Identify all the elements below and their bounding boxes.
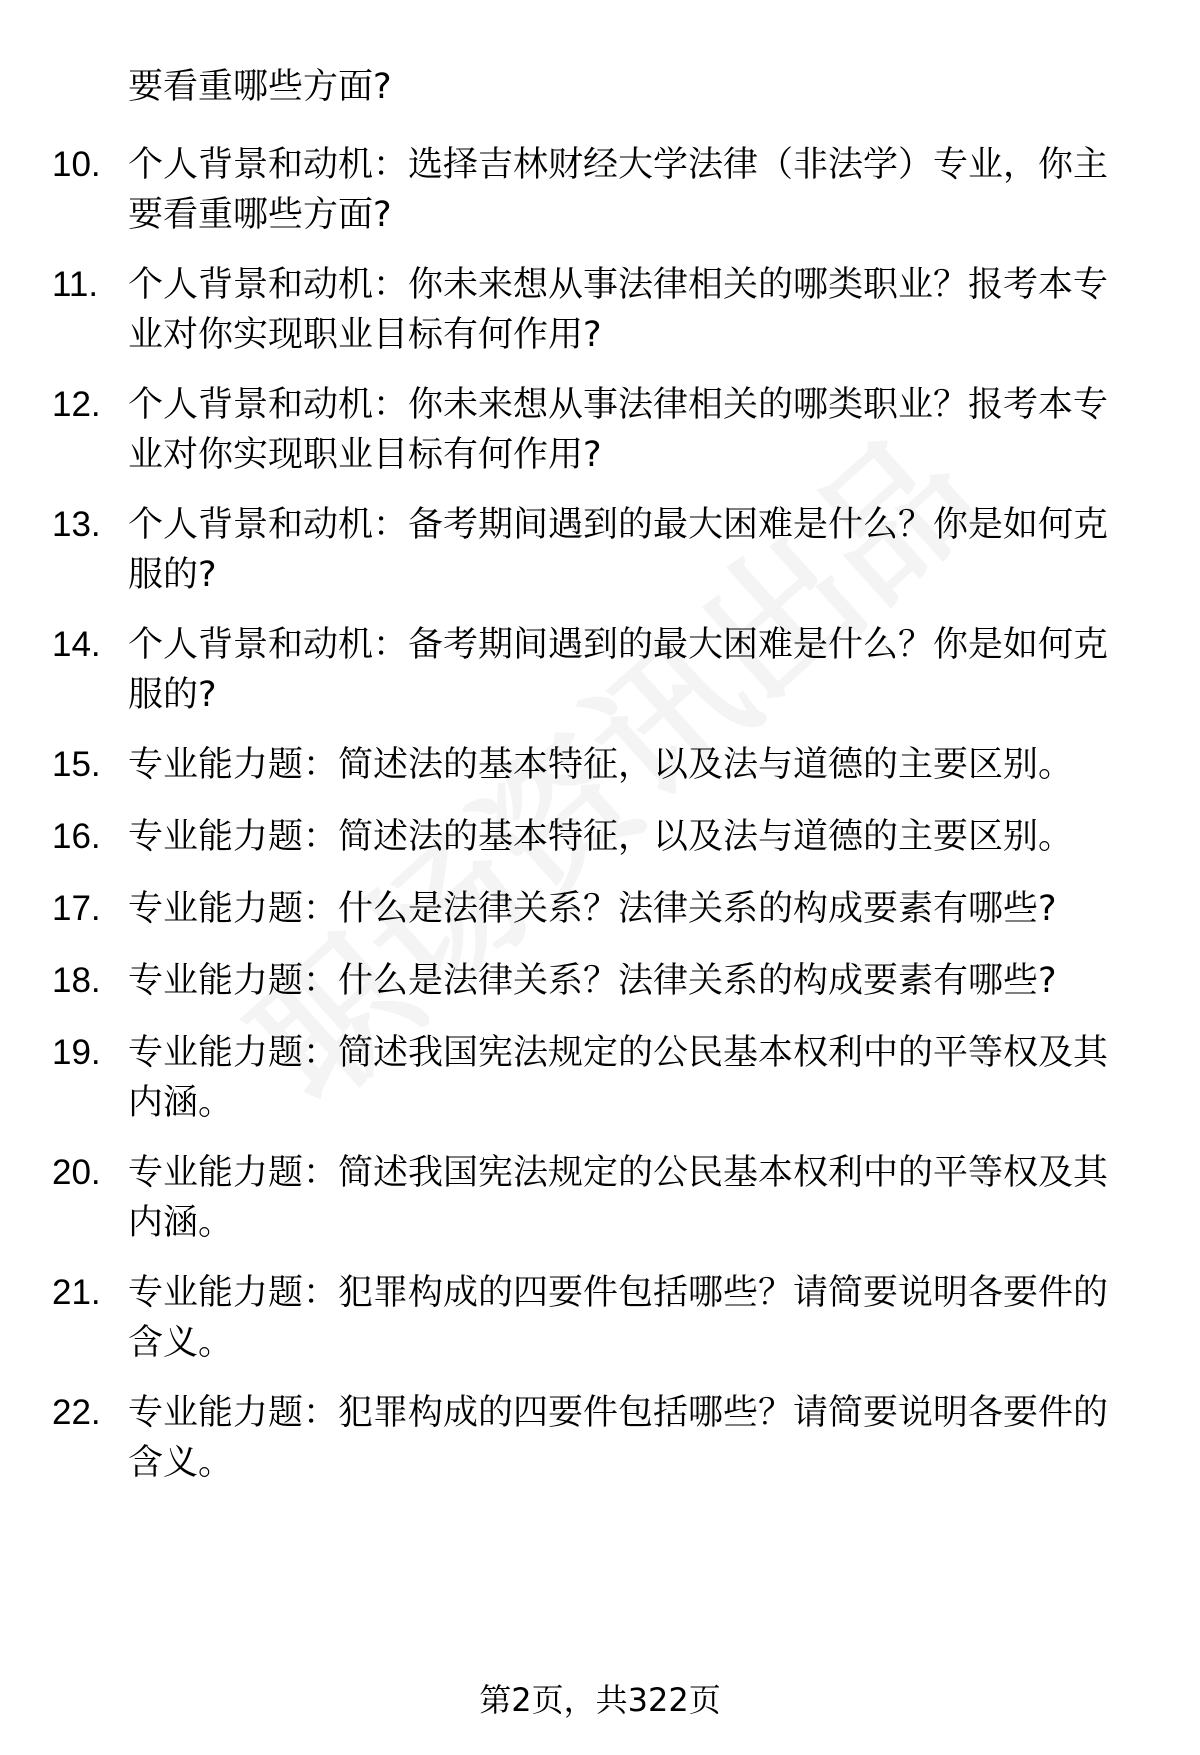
list-item-number: 13. [52, 505, 101, 544]
list-item-text: 个人背景和动机：你未来想从事法律相关的哪类职业？报考本专业对你实现职业目标有何作用? [128, 265, 1109, 355]
list-item [0, 956, 1138, 1006]
list-item-number: 10. [52, 145, 101, 184]
list-item-text: 个人背景和动机：备考期间遇到的最大困难是什么？你是如何克服的? [128, 625, 1109, 715]
continuation-text: 要看重哪些方面? [128, 67, 392, 107]
list-item-number: 20. [52, 1153, 101, 1192]
list-item-number: 16. [52, 817, 101, 856]
list-item-text: 专业能力题：犯罪构成的四要件包括哪些？请简要说明各要件的含义。 [128, 1393, 1109, 1483]
list-item-text: 专业能力题：简述法的基本特征，以及法与道德的主要区别。 [128, 817, 1074, 857]
list-item [0, 260, 1138, 360]
list-item-text: 专业能力题：什么是法律关系？法律关系的构成要素有哪些? [128, 889, 1057, 929]
list-item-text: 专业能力题：简述法的基本特征，以及法与道德的主要区别。 [128, 745, 1074, 785]
question-list [0, 140, 1200, 1508]
list-item-text: 专业能力题：简述我国宪法规定的公民基本权利中的平等权及其内涵。 [128, 1153, 1109, 1243]
list-item [0, 812, 1138, 862]
list-item [0, 1028, 1138, 1128]
page-footer: 第2页，共322页 [479, 1681, 721, 1719]
list-item [0, 1148, 1138, 1248]
list-item [0, 140, 1138, 240]
list-item [0, 1268, 1138, 1368]
list-item-number: 11. [52, 265, 99, 304]
list-item-text: 个人背景和动机：你未来想从事法律相关的哪类职业？报考本专业对你实现职业目标有何作用? [128, 385, 1109, 475]
list-item-text: 专业能力题：犯罪构成的四要件包括哪些？请简要说明各要件的含义。 [128, 1273, 1109, 1363]
list-item-text: 专业能力题：什么是法律关系？法律关系的构成要素有哪些? [128, 961, 1057, 1001]
list-item-number: 21. [52, 1273, 101, 1312]
list-item-number: 14. [52, 625, 101, 664]
list-item-text: 个人背景和动机：选择吉林财经大学法律（非法学）专业，你主要看重哪些方面? [128, 145, 1109, 235]
list-item [0, 500, 1138, 600]
list-item-number: 15. [52, 745, 101, 784]
list-item [0, 1388, 1138, 1488]
list-item-number: 12. [52, 385, 101, 424]
list-item-text: 专业能力题：简述我国宪法规定的公民基本权利中的平等权及其内涵。 [128, 1033, 1109, 1123]
list-item [0, 740, 1138, 790]
list-item-number: 17. [52, 889, 101, 928]
list-item [0, 380, 1138, 480]
list-item [0, 620, 1138, 720]
list-item-text: 个人背景和动机：备考期间遇到的最大困难是什么？你是如何克服的? [128, 505, 1109, 595]
list-item-number: 18. [52, 961, 101, 1000]
list-item [0, 884, 1138, 934]
list-item-number: 22. [52, 1393, 101, 1432]
list-item-number: 19. [52, 1033, 101, 1072]
